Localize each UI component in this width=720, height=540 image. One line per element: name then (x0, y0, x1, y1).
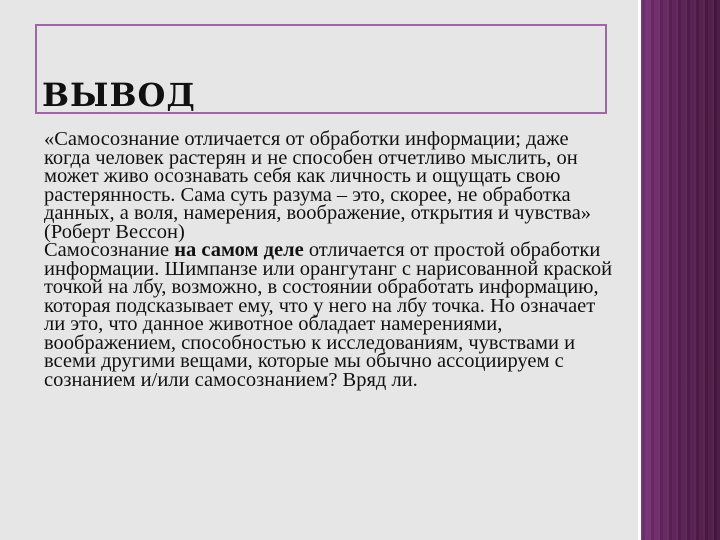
slide-title: ВЫВОД (42, 76, 196, 114)
conclusion-text-start: Самосознание (44, 239, 175, 261)
conclusion-paragraph (44, 241, 614, 389)
band-stripes (640, 0, 720, 540)
band-divider (638, 0, 641, 540)
conclusion-text-end: отличается от простой обработки информации. Шимпанзе или орангутанг с нарисованной краской точкой на лбу, возможно, в состоянии обработать информацию, которая подсказывает ему, что у него на лбу точка. Но означает ли это, что данное животное обладает намерениями, воображением, способностью к исследованиям, чувствами и всеми другими вещами, которые мы обычно ассоциируем с сознанием и/или самосознанием? Вряд ли. (44, 239, 613, 391)
side-accent-band (640, 0, 720, 540)
quote-paragraph: «Самосознание отличается от обработки информации; даже когда человек растерян и не способен отчетливо мыслить, он может живо осознавать себя как личность и ощущать свою растерянность. Сама суть разума – это, скорее, не обработка данных, а воля, намерения, воображение, открытия и чувства» (Роберт Вессон) (44, 128, 592, 243)
emphasis-text: на самом деле (174, 239, 304, 261)
slide-body (44, 130, 614, 389)
